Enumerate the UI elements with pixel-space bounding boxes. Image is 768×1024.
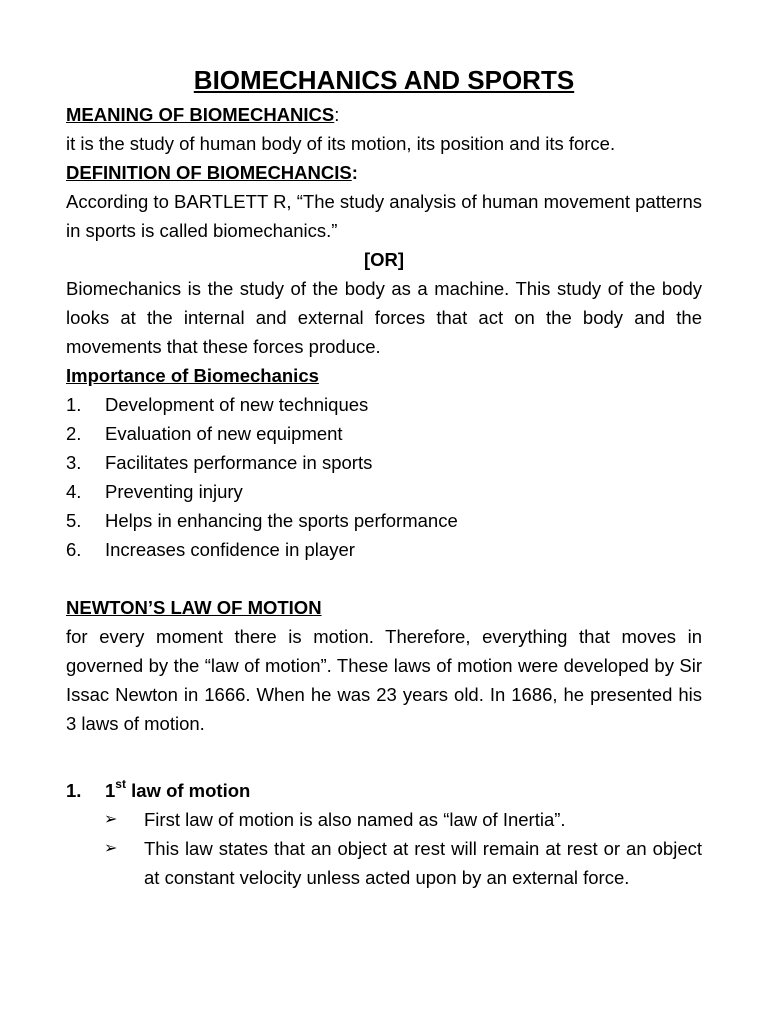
arrow-bullet-icon: ➢ [104,840,118,857]
list-item-text: Preventing injury [105,481,243,502]
list-item-number: 4. [66,481,82,502]
first-law-bullets [66,805,702,892]
bullet-text: First law of motion is also named as “law of Inertia”. [144,809,566,830]
list-item-number: 2. [66,423,82,444]
list-item-text: Development of new techniques [105,394,369,415]
definition-colon: : [351,162,358,183]
newton-text: for every moment there is motion. Therefore, everything that moves in governed by the “law of motion”. These laws of motion were developed by Sir Issac Newton in 1666. When he was 23 years old. In 1686, he presented his 3 laws of motion. [66,626,702,734]
newton-heading: NEWTON’S LAW OF MOTION [66,597,322,618]
page-title: BIOMECHANICS AND SPORTS [193,65,575,95]
meaning-text: it is the study of human body of its motion, its position and its force. [66,133,616,154]
definition-text-1: According to BARTLETT R, “The study analysis of human movement patterns in sports is called biomechanics.” [66,191,702,241]
first-law-number: 1. [66,780,82,801]
first-law-heading [105,776,250,805]
first-law-ordinal-suffix: st [115,776,126,791]
arrow-bullet-icon: ➢ [104,811,118,828]
importance-list [66,390,702,564]
list-item-number: 1. [66,394,82,415]
list-item-text: Facilitates performance in sports [105,452,373,473]
list-item-number: 3. [66,452,82,473]
definition-heading-line [66,158,702,187]
section-spacer [66,564,702,593]
section-spacer [66,738,702,776]
list-item [66,506,702,535]
list-item-text: Evaluation of new equipment [105,423,343,444]
first-law-ordinal: 1 [105,780,116,801]
list-item [66,448,702,477]
list-item-number: 5. [66,510,82,531]
definition-heading: DEFINITION OF BIOMECHANCIS [66,162,352,183]
list-item [66,535,702,564]
bullet-text: This law states that an object at rest will remain at rest or an object at constant velocity unless acted upon by an external force. [144,838,702,888]
or-separator: [OR] [363,249,405,270]
definition-text-2: Biomechanics is the study of the body as a machine. This study of the body looks at the internal and external forces that act on the body and the movements that these forces produce. [66,278,702,357]
list-item-number: 6. [66,539,82,560]
importance-heading: Importance of Biomechanics [66,365,319,386]
first-law-title-text: law of motion [125,780,251,801]
meaning-colon: : [334,104,340,125]
list-item-text: Increases confidence in player [105,539,355,560]
list-item [66,390,702,419]
list-item [66,419,702,448]
list-item [104,834,702,892]
first-law-title [66,776,702,805]
meaning-heading-line [66,100,702,129]
list-item [66,477,702,506]
document-page [66,62,702,892]
list-item [104,805,702,834]
meaning-heading: MEANING OF BIOMECHANICS [66,104,335,125]
list-item-text: Helps in enhancing the sports performance [105,510,458,531]
